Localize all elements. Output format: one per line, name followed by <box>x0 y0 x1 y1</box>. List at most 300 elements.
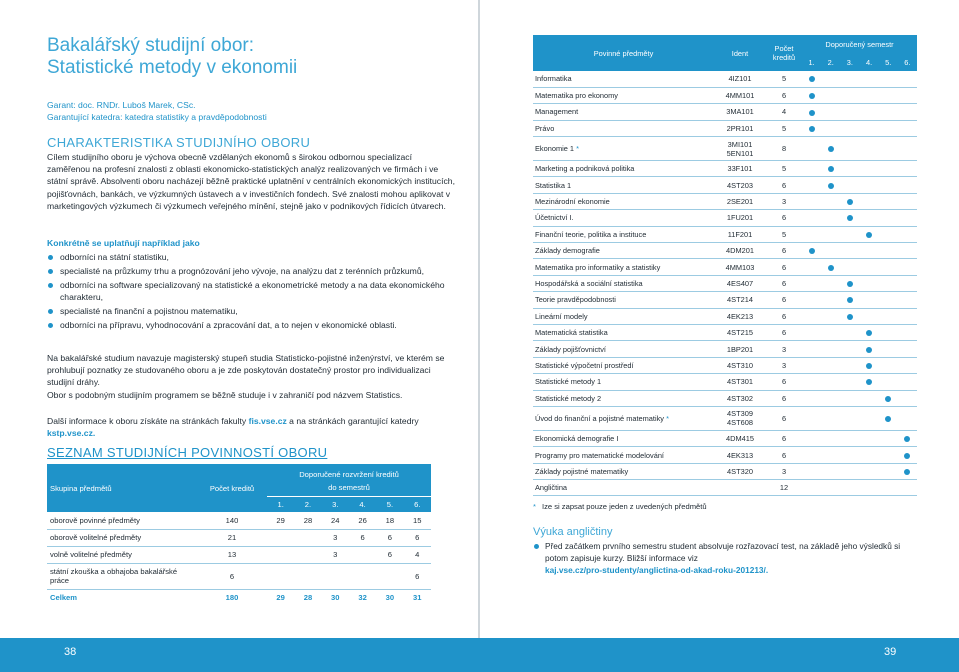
col-sem-3: 3. <box>840 53 859 71</box>
semester-cell <box>802 259 821 275</box>
footer-bar <box>0 638 959 672</box>
section-heading-charakteristika: CHARAKTERISTIKA STUDIJNÍHO OBORU <box>47 135 311 150</box>
table-row <box>533 308 917 324</box>
semester-cell <box>879 463 898 479</box>
subject-cell <box>533 210 714 226</box>
col-skupina: Skupina předmětů <box>47 464 197 512</box>
sem-cell: 31 <box>413 593 422 603</box>
table-row <box>533 177 917 193</box>
ident-cell <box>714 120 766 136</box>
semester-cell <box>859 308 878 324</box>
semester-cell <box>802 374 821 390</box>
semester-cell <box>821 292 840 308</box>
semester-cell <box>802 406 821 430</box>
semester-cell <box>821 104 840 120</box>
semester-cell <box>840 447 859 463</box>
col-sem-4: 4. <box>859 53 878 71</box>
semester-cell <box>859 324 878 340</box>
semester-cell <box>840 259 859 275</box>
semester-cell <box>840 341 859 357</box>
garant: Garant: doc. RNDr. Luboš Marek, CSc. <box>47 100 196 110</box>
subject-cell <box>533 390 714 406</box>
table-row-celkem <box>47 589 431 606</box>
ident-cell <box>714 243 766 259</box>
semester-dot <box>847 215 853 221</box>
semester-cell <box>821 308 840 324</box>
semester-cell <box>840 104 859 120</box>
col-sem-5: 5. <box>879 53 898 71</box>
table-row <box>533 137 917 161</box>
semester-cell <box>821 71 840 87</box>
semester-cell <box>898 275 917 291</box>
semester-cell <box>821 406 840 430</box>
table-row <box>533 243 917 259</box>
sem-cell: 26 <box>349 512 376 529</box>
col-sem-1: 1. <box>267 496 294 512</box>
subject-cell <box>533 120 714 136</box>
ident-cell <box>714 226 766 242</box>
title-line-2: Statistické metody v ekonomii <box>47 57 298 78</box>
subject-cell <box>533 406 714 430</box>
sem-cell: 30 <box>331 593 340 603</box>
row-label: státní zkouška a obhajoba bakalářské práce <box>47 563 197 589</box>
semester-cell <box>859 193 878 209</box>
subject-name: Úvod do finanční a pojistné matematiky <box>535 413 664 423</box>
ident-alt: 5EN101 <box>726 148 754 158</box>
semester-dot <box>904 469 910 475</box>
semester-cell <box>802 193 821 209</box>
semester-cell <box>840 324 859 340</box>
ident: 4ST302 <box>727 393 753 403</box>
semester-cell <box>859 177 878 193</box>
row-label: volně volitelné předměty <box>47 546 197 563</box>
ident: 4IZ101 <box>728 74 752 84</box>
semester-cell <box>859 341 878 357</box>
charakteristika-text: Cílem studijního oboru je výchova obecně vzdělaných ekonomů s širokou odbornou specializací zaměřenou na profesní znalosti z oblasti ekonomicko-statistických analýz realizovaných ve firmách i ve státní správě. Absolventi oboru nacházejí běžně praktické uplatnění v centrálních ekonomických institucích, pojišťovnách, bankách, ve výzkumných ústavech a v investičních fondech. Své znalosti mohou aplikovat v marketingových výzkumech či výzkumech veřejného mínění, stejně jako v podnikových řídicích útvarech. <box>47 152 455 211</box>
semester-cell <box>879 161 898 177</box>
table-row <box>533 341 917 357</box>
semester-cell <box>879 275 898 291</box>
table-row <box>533 430 917 446</box>
ident: 4ES407 <box>726 278 754 288</box>
table-row <box>47 512 431 529</box>
semester-cell <box>802 104 821 120</box>
subject-name: Statistické výpočetní prostředí <box>535 360 634 370</box>
semester-cell <box>821 390 840 406</box>
section-heading-seznam: SEZNAM STUDIJNÍCH POVINNOSTÍ OBORU <box>47 445 328 460</box>
semester-cell <box>859 137 878 161</box>
table-row <box>47 563 431 589</box>
sem-cell: 6 <box>404 529 431 546</box>
semester-cell <box>898 87 917 103</box>
sem-cell: 30 <box>385 593 395 603</box>
credits-cell: 6 <box>766 259 802 275</box>
page-number-left: 38 <box>64 646 77 658</box>
semester-cell <box>821 226 840 242</box>
semester-cell <box>840 357 859 373</box>
list-item: odborníci na přípravu, vyhodnocování a zpracování dat, a to nejen v ekonomické oblasti. <box>47 319 457 331</box>
credits-cell: 6 <box>766 324 802 340</box>
semester-cell <box>879 341 898 357</box>
sem-cell: 6 <box>349 529 376 546</box>
sem-cell: 3 <box>322 529 349 546</box>
credits-cell: 4 <box>766 104 802 120</box>
semester-cell <box>879 324 898 340</box>
semester-cell <box>859 226 878 242</box>
semester-cell <box>859 292 878 308</box>
sem-cell <box>267 546 294 563</box>
row-label: oborově povinné předměty <box>47 512 197 529</box>
povinne-predmety-table <box>533 35 917 496</box>
semester-cell <box>859 104 878 120</box>
table-row <box>533 463 917 479</box>
credits-cell: 6 <box>766 406 802 430</box>
star-mark: * <box>666 413 669 423</box>
table-row <box>47 546 431 563</box>
ident-cell <box>714 341 766 357</box>
semester-cell <box>879 447 898 463</box>
col-ident: Ident <box>714 35 766 71</box>
table-row <box>533 324 917 340</box>
semester-cell <box>840 120 859 136</box>
semester-cell <box>898 390 917 406</box>
semester-cell <box>879 193 898 209</box>
vyuka-list <box>533 540 919 576</box>
sem-cell <box>322 563 349 589</box>
semester-cell <box>840 161 859 177</box>
table-row <box>533 390 917 406</box>
list-item <box>533 540 919 576</box>
semester-cell <box>802 161 821 177</box>
list-item: specialisté na průzkumy trhu a prognózování jeho vývoje, na analýzu dat z terénních průzkumů, <box>47 265 457 277</box>
semester-dot <box>809 110 815 116</box>
subject-cell <box>533 480 714 496</box>
pocet-line-2: kreditů <box>772 53 796 62</box>
subject-name: Statistika 1 <box>535 180 572 190</box>
semester-cell <box>802 463 821 479</box>
row-total: 13 <box>197 546 267 563</box>
col-sem-6: 6. <box>898 53 917 71</box>
semester-cell <box>898 193 917 209</box>
ident-cell <box>714 357 766 373</box>
credits-cell: 5 <box>766 71 802 87</box>
list-item: odborníci na software specializovaný na statistické a ekonometrické metody a na data ekonomického charakteru, <box>47 279 457 303</box>
credits-cell: 6 <box>766 447 802 463</box>
semester-cell <box>859 430 878 446</box>
semester-dot <box>866 330 872 336</box>
vyuka-text: Před začátkem prvního semestru student absolvuje rozřazovací test, na základě jeho výsledků si potom zapisuje kurzy. Bližší informace viz <box>545 541 901 563</box>
semester-cell <box>821 193 840 209</box>
subject-name: Angličtina <box>535 483 568 493</box>
semester-cell <box>859 463 878 479</box>
sem-cell <box>349 546 376 563</box>
semester-cell <box>898 357 917 373</box>
kaj-link[interactable]: kaj.vse.cz/pro-studenty/anglictina-od-akad-roku-201213/. <box>545 565 769 575</box>
semester-cell <box>821 161 840 177</box>
semester-cell <box>802 87 821 103</box>
subject-cell <box>533 87 714 103</box>
ident: 4ST310 <box>727 360 753 370</box>
semester-cell <box>802 357 821 373</box>
semester-cell <box>821 243 840 259</box>
ident: 33F101 <box>727 164 753 174</box>
semester-cell <box>859 210 878 226</box>
row-label: oborově volitelné předměty <box>47 529 197 546</box>
semester-cell <box>879 480 898 496</box>
star-mark: * <box>576 144 579 154</box>
semester-cell <box>879 120 898 136</box>
semester-dot <box>904 453 910 459</box>
footnote-star: * <box>533 502 536 511</box>
subject-name: Lineární modely <box>535 311 588 321</box>
semester-cell <box>802 71 821 87</box>
subject-cell <box>533 292 714 308</box>
table-row <box>533 87 917 103</box>
subject-name: Finanční teorie, politika a instituce <box>535 229 647 239</box>
table-row <box>533 374 917 390</box>
subject-name: Teorie pravděpodobnosti <box>535 295 616 305</box>
ident: 4ST309 <box>727 409 753 419</box>
subject-name: Statistické metody 1 <box>535 377 602 387</box>
sem-cell: 3 <box>322 546 349 563</box>
col-sem-4: 4. <box>349 496 376 512</box>
row-label: Celkem <box>50 593 78 603</box>
semester-cell <box>840 406 859 430</box>
table-row <box>533 357 917 373</box>
semester-cell <box>840 243 859 259</box>
semester-cell <box>879 210 898 226</box>
fis-link[interactable]: fis.vse.cz <box>248 416 287 426</box>
credits-cell: 3 <box>766 357 802 373</box>
semester-cell <box>840 308 859 324</box>
semester-cell <box>802 324 821 340</box>
row-total: 6 <box>197 563 267 589</box>
semester-cell <box>898 259 917 275</box>
col-doporuceny-semestr: Doporučený semestr <box>802 35 917 53</box>
semester-cell <box>859 259 878 275</box>
semester-cell <box>879 87 898 103</box>
ident: 4EK313 <box>726 450 754 460</box>
ident: 4ST301 <box>727 377 753 387</box>
semester-cell <box>898 120 917 136</box>
zahranici-text: Obor s podobným studijním programem se běžně studuje i v zahraničí pod názvem Statistics. <box>47 390 403 400</box>
subject-cell <box>533 275 714 291</box>
ident: 4DM415 <box>726 434 754 444</box>
ident: 4MM101 <box>725 91 755 101</box>
pocet-line-1: Počet <box>774 44 794 53</box>
semester-dot <box>847 314 853 320</box>
subject-name: Matematická statistika <box>535 328 608 338</box>
semester-dot <box>828 265 834 271</box>
subject-name: Informatika <box>535 74 572 84</box>
credits-cell: 3 <box>766 193 802 209</box>
col-sem-3: 3. <box>322 496 349 512</box>
sem-cell: 28 <box>294 512 321 529</box>
semester-dot <box>809 76 815 82</box>
semester-cell <box>821 341 840 357</box>
semester-cell <box>898 447 917 463</box>
semester-dot <box>828 166 834 172</box>
semester-cell <box>859 243 878 259</box>
semester-cell <box>802 430 821 446</box>
semester-cell <box>821 357 840 373</box>
sem-cell <box>267 529 294 546</box>
table-row <box>533 161 917 177</box>
semester-cell <box>821 447 840 463</box>
semester-cell <box>802 120 821 136</box>
ident-cell <box>714 447 766 463</box>
semester-cell <box>859 87 878 103</box>
semester-cell <box>898 71 917 87</box>
ident-cell <box>714 275 766 291</box>
semester-dot <box>809 126 815 132</box>
sem-cell: 15 <box>404 512 431 529</box>
ident: 4DM201 <box>726 246 754 256</box>
kstp-link[interactable]: kstp.vse.cz. <box>47 428 96 439</box>
semester-cell <box>859 406 878 430</box>
semester-cell <box>898 226 917 242</box>
col-sem-1: 1. <box>802 53 821 71</box>
sem-cell <box>294 529 321 546</box>
subject-cell <box>533 193 714 209</box>
subject-cell <box>533 137 714 161</box>
sem-cell <box>267 563 294 589</box>
credits-cell: 6 <box>766 308 802 324</box>
subject-cell <box>533 447 714 463</box>
semester-cell <box>840 480 859 496</box>
semester-dot <box>847 281 853 287</box>
subject-name: Základy pojišťovnictví <box>535 344 606 354</box>
ident-cell <box>714 161 766 177</box>
footnote-text: Ize si zapsat pouze jeden z uvedených předmětů <box>541 502 707 511</box>
semester-cell <box>879 243 898 259</box>
ident-cell <box>714 71 766 87</box>
credit-table <box>47 464 431 606</box>
semester-cell <box>802 275 821 291</box>
semester-cell <box>802 308 821 324</box>
subject-cell <box>533 259 714 275</box>
semester-dot <box>809 93 815 99</box>
semester-dot <box>866 379 872 385</box>
subject-name: Hospodářská a sociální statistika <box>535 278 643 288</box>
ident: 1FU201 <box>726 213 754 223</box>
credits-cell: 6 <box>766 374 802 390</box>
semester-cell <box>802 226 821 242</box>
semester-cell <box>859 374 878 390</box>
subject-cell <box>533 374 714 390</box>
semester-cell <box>821 480 840 496</box>
col-pocet: Počet kreditů <box>197 464 267 512</box>
semester-cell <box>898 177 917 193</box>
table-row <box>533 259 917 275</box>
semester-cell <box>898 430 917 446</box>
semester-cell <box>879 137 898 161</box>
subject-name: Ekonomie 1 <box>535 144 575 154</box>
table-row <box>533 193 917 209</box>
credits-cell: 3 <box>766 463 802 479</box>
ident-cell <box>714 463 766 479</box>
sem-cell: 4 <box>404 546 431 563</box>
semester-dot <box>866 232 872 238</box>
info-text-b: a na stránkách garantující katedry <box>286 416 419 426</box>
semester-cell <box>859 120 878 136</box>
semester-cell <box>840 275 859 291</box>
sem-cell: 29 <box>267 512 294 529</box>
table-row <box>533 406 917 430</box>
ident: 4MM103 <box>725 262 755 272</box>
ident: 4ST320 <box>727 466 753 476</box>
left-page <box>0 0 478 672</box>
semester-cell <box>821 120 840 136</box>
semester-cell <box>840 87 859 103</box>
semester-dot <box>847 199 853 205</box>
semester-cell <box>898 292 917 308</box>
table-row <box>533 71 917 87</box>
credits-cell: 5 <box>766 226 802 242</box>
semester-cell <box>821 374 840 390</box>
col-sem-2: 2. <box>294 496 321 512</box>
subject-name: Matematika pro ekonomy <box>535 91 618 101</box>
semester-cell <box>879 308 898 324</box>
semester-cell <box>898 210 917 226</box>
semester-cell <box>840 177 859 193</box>
semester-cell <box>802 210 821 226</box>
semester-cell <box>879 357 898 373</box>
ident-cell <box>714 406 766 430</box>
ident-cell <box>714 480 766 496</box>
subject-name: Základy pojistné matematiky <box>535 466 629 476</box>
semester-cell <box>840 292 859 308</box>
ident-cell <box>714 308 766 324</box>
semester-cell <box>859 390 878 406</box>
row-total: 180 <box>225 593 239 603</box>
credits-cell: 5 <box>766 161 802 177</box>
info-text-a: Další informace k oboru získáte na stránkách fakulty <box>47 416 249 426</box>
dalsi-informace-text <box>47 415 457 439</box>
col-pocet-kreditu <box>766 35 802 71</box>
semester-dot <box>866 363 872 369</box>
semester-cell <box>859 161 878 177</box>
table-row <box>533 447 917 463</box>
semester-dot <box>828 183 834 189</box>
subject-name: Mezinárodní ekonomie <box>535 197 610 207</box>
navazujici-studium-text: Na bakalářské studium navazuje magisterský stupeň studia Statisticko-pojistné inženýrství, ve kterém se prohlubují poznatky ze studovaného oboru a je zde poskytován dostatečný prostor pro individualizaci studijní dráhy. <box>47 353 445 388</box>
col-predmety: Povinné předměty <box>533 35 714 71</box>
subject-cell <box>533 341 714 357</box>
col-sem-5: 5. <box>376 496 403 512</box>
vyuka-heading: Výuka angličtiny <box>533 526 613 538</box>
ident: 11F201 <box>727 229 753 239</box>
semester-cell <box>859 275 878 291</box>
table-row <box>533 120 917 136</box>
semester-cell <box>898 341 917 357</box>
ident-cell <box>714 104 766 120</box>
credits-cell: 8 <box>766 137 802 161</box>
credits-cell: 6 <box>766 430 802 446</box>
semester-dot <box>885 416 891 422</box>
sem-cell <box>349 563 376 589</box>
credits-cell: 6 <box>766 177 802 193</box>
credits-cell: 6 <box>766 210 802 226</box>
list-item: odborníci na státní statistiku, <box>47 251 457 263</box>
semester-cell <box>821 463 840 479</box>
ident: 4EK213 <box>726 311 754 321</box>
semester-cell <box>879 177 898 193</box>
semester-cell <box>840 193 859 209</box>
credits-cell: 6 <box>766 275 802 291</box>
semester-cell <box>821 324 840 340</box>
subject-cell <box>533 324 714 340</box>
